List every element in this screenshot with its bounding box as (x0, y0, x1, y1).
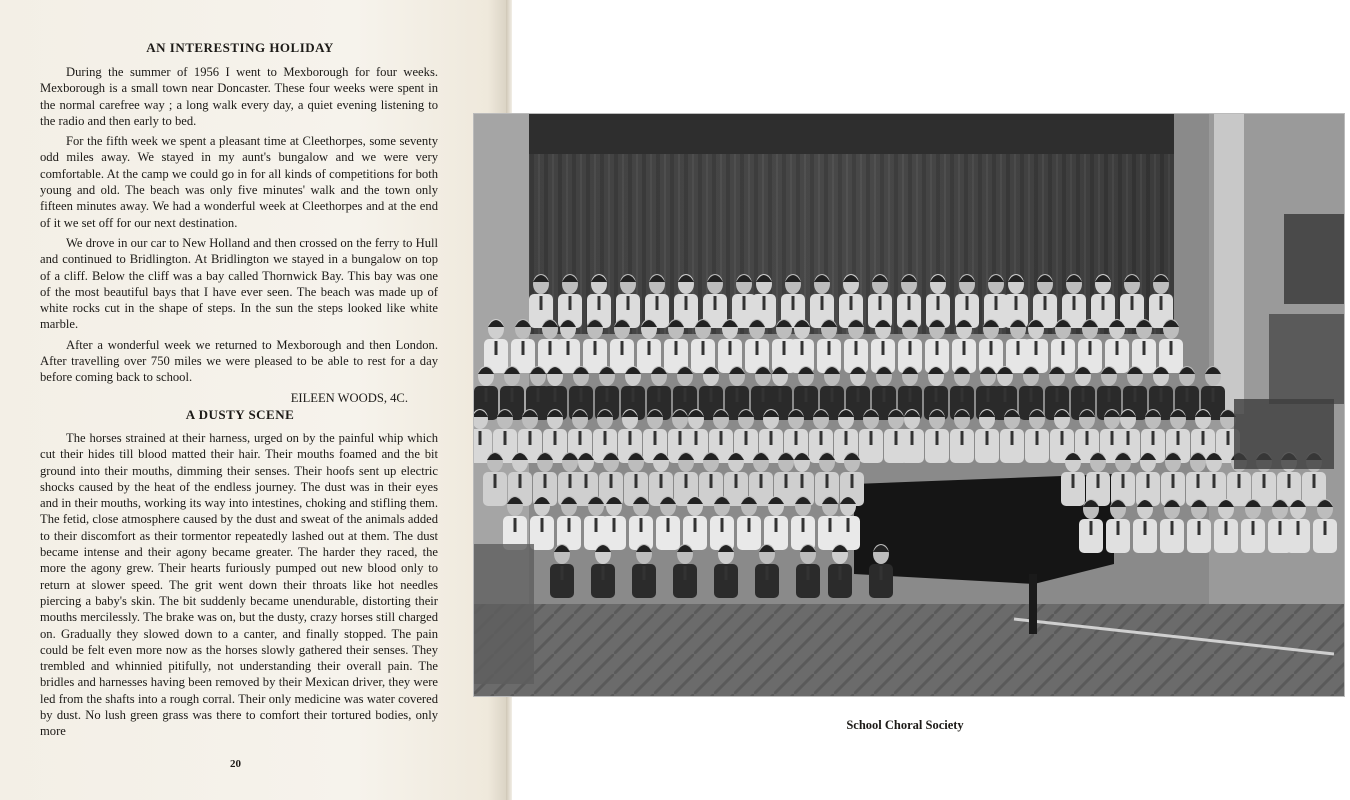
choir-member-tie (792, 296, 795, 310)
choir-member-tie (766, 566, 769, 580)
choir-member-tie (1086, 431, 1089, 445)
choir-member-tie (987, 388, 990, 402)
choir-member-tie (743, 296, 746, 310)
choir-member-tie (725, 566, 728, 580)
holiday-paragraph: For the fifth week we spent a pleasant time at Cleethorpes, some seventy odd miles away. We stayed in my aunt's bungalow and we were very comfortable. At the camp we could go in for all kinds of competitions for both young and old. The beach was only five minutes' walk and the town only fifteen minutes away. We had a wonderful week at Cleethorpes and at the end of it we set off for our next destination. (40, 134, 438, 230)
choir-member-tie (1062, 341, 1065, 355)
choir-member-tie (1297, 521, 1300, 535)
holiday-paragraph: After a wonderful week we returned to Mexborough and then London. After travelling over 750 miles we were pleased to be able to rest for a day before coming back to school. (40, 337, 438, 385)
choir-member-tie (1213, 474, 1216, 488)
choir-member-tie (937, 296, 940, 310)
choir-member-tie (760, 474, 763, 488)
choir-member-tie (821, 296, 824, 310)
choir-member-tie (554, 431, 557, 445)
choir-member-tie (643, 566, 646, 580)
choir-member-tie (1072, 474, 1075, 488)
choir-member-tie (1134, 388, 1137, 402)
choir-member-tie (1017, 341, 1020, 355)
choir-member-tie (1324, 521, 1327, 535)
choir-member-tie (1252, 521, 1255, 535)
choir-member-tie (851, 474, 854, 488)
choir-member-tie (756, 341, 759, 355)
choir-member-tie (1116, 341, 1119, 355)
choir-member-tie (1131, 296, 1134, 310)
choir-member-tie (847, 518, 850, 532)
choir-member-tie (779, 388, 782, 402)
choir-member-tie (684, 388, 687, 402)
choir-member-tie (879, 296, 882, 310)
choir-member-tie (656, 296, 659, 310)
choir-member-tie (479, 431, 482, 445)
choir-member-tie (995, 296, 998, 310)
choir-member-tie (602, 566, 605, 580)
choir-member-tie (1160, 388, 1163, 402)
choir-member-tie (1089, 341, 1092, 355)
choir-member-tie (963, 341, 966, 355)
choir-member-tie (770, 431, 773, 445)
choir-member-tie (1143, 341, 1146, 355)
choir-member-tie (880, 566, 883, 580)
choir-member-tie (627, 296, 630, 310)
choir-member-tie (1117, 521, 1120, 535)
choir-member-tie (1170, 341, 1173, 355)
choir-member-tie (522, 341, 525, 355)
photo-caption: School Choral Society (846, 718, 964, 732)
choir-member-tie (882, 341, 885, 355)
choir-member-tie (1056, 388, 1059, 402)
choir-member-tie (1202, 431, 1205, 445)
choir-member-tie (1225, 521, 1228, 535)
choir-member-tie (802, 518, 805, 532)
choir-member-tie (485, 388, 488, 402)
choir-member-tie (519, 474, 522, 488)
choir-member-tie (735, 474, 738, 488)
choir-member-tie (1197, 474, 1200, 488)
choir-member-tie (1127, 431, 1130, 445)
choir-member-tie (936, 431, 939, 445)
choir-member-tie (909, 388, 912, 402)
holiday-author: EILEEN WOODS, 4C. (290, 390, 408, 405)
choir-member-tie (544, 474, 547, 488)
choir-member-tie (720, 431, 723, 445)
choir-member-tie (845, 431, 848, 445)
choir-member-tie (684, 566, 687, 580)
choir-member-tie (785, 474, 788, 488)
choir-member-tie (621, 341, 624, 355)
choir-member-tie (654, 431, 657, 445)
choir-member-tie (1035, 341, 1038, 355)
holiday-article (40, 64, 438, 410)
choir-member-tie (667, 518, 670, 532)
holiday-paragraph: We drove in our car to New Holland and then crossed on the ferry to Hull and continued to Bridlington. At Bridlington we stayed in a bungalow on top of a cliff. Below the cliff was a bay called Thornwick Bay. This bay was one of the most beautiful bays that I have ever seen. The beach was made up of white rocks cut in the shape of steps. In the sun the steps looked like white marble. (40, 235, 438, 332)
choir-member-tie (549, 341, 552, 355)
choir-member-tie (1082, 388, 1085, 402)
page-number: 20 (230, 758, 241, 770)
choir-member-tie (529, 431, 532, 445)
choir-member-tie (569, 474, 572, 488)
choir-member-tie (855, 341, 858, 355)
choir-member-tie (1097, 474, 1100, 488)
choir-member-tie (606, 388, 609, 402)
choir-member-tie (660, 474, 663, 488)
choir-member-tie (1186, 388, 1189, 402)
dusty-paragraph: The horses strained at their harness, urged on by the painful whip which cut their hides till blood matted their hair. Their mouths foamed and the bit ground into their mouths, dimming their senses. Their hoofs sent up electric shocks caused by the heat of the endless journey. The dust was in their eyes and in their mouths, working its way into intestines, choking and stifling them. The fetid, close atmosphere caused by the dust and sweat of the animals added to their discomfort as their tormentor repeatedly lashed out at them. The dust became intense and their agony became greater. The harder they raced, the more the agony grew. Their hearts furiously pumped out new blood only to return at slower speed. The grit went down their throats like hot needles piercing a baby's skin. The bit suddenly became unendurable, distorting their mouths mercilessly. The brake was on, but the dusty, crazy horses still charged on. Gradually they slowed down to a canter, and finally stopped. The pain could be felt even more now as the horses slowly gathered their senses. They trembled and whinnied pitifully, not understanding their overall pain. The bridles and harnesses having been removed by their Mexican driver, they were led from the shafts into a rough corral. Their only medicine was water covered by dust. No lush green grass was there to comfort their tortured bodies, only more (40, 431, 438, 739)
choir-member-tie (807, 566, 810, 580)
choir-member-tie (783, 341, 786, 355)
choir-member-tie (537, 388, 540, 402)
choir-member-tie (685, 474, 688, 488)
choir-member-tie (504, 431, 507, 445)
choir-member-tie (495, 341, 498, 355)
choir-member-tie (801, 341, 804, 355)
choir-member-tie (762, 388, 765, 402)
choir-member-tie (568, 518, 571, 532)
choir-member-tie (1212, 388, 1215, 402)
choir-member-tie (1227, 431, 1230, 445)
holiday-paragraph: During the summer of 1956 I went to Mexborough for four weeks. Mexborough is a small town near Doncaster. These four weeks were spent in the normal carefree way ; a long walk every day, a quiet evening listening to the radio and then early to bed. (40, 65, 438, 128)
choir-member-tie (1147, 474, 1150, 488)
choral-society-photo (474, 114, 1344, 696)
choir-member-tie (839, 566, 842, 580)
choir-member-tie (1073, 296, 1076, 310)
choir-member-tie (795, 431, 798, 445)
choir-member-tie (710, 388, 713, 402)
choir-member-tie (595, 518, 598, 532)
choir-member-tie (1198, 521, 1201, 535)
choir-member-tie (695, 431, 698, 445)
choir-member-tie (850, 296, 853, 310)
choir-member-tie (1263, 474, 1266, 488)
choir-member-tie (494, 474, 497, 488)
choir-member-tie (895, 431, 898, 445)
choir-member-tie (1044, 296, 1047, 310)
choir-member-tie (1111, 431, 1114, 445)
choir-member-tie (1171, 521, 1174, 535)
choir-member-tie (1288, 474, 1291, 488)
choir-member-tie (736, 388, 739, 402)
choir-member-tie (775, 518, 778, 532)
choir-member-tie (1108, 388, 1111, 402)
choir-member-tie (640, 518, 643, 532)
choir-member-tie (1102, 296, 1105, 310)
choir-member-tie (1177, 431, 1180, 445)
choir-member-tie (675, 341, 678, 355)
choir-member-tie (1152, 431, 1155, 445)
choir-member-tie (580, 388, 583, 402)
choir-member-tie (685, 296, 688, 310)
choir-member-tie (1122, 474, 1125, 488)
choir-member-tie (870, 431, 873, 445)
choir-member-tie (1036, 431, 1039, 445)
choir-member-tie (966, 296, 969, 310)
choir-member-tie (567, 341, 570, 355)
choir-member-tie (1279, 521, 1282, 535)
choir-member-tie (1015, 296, 1018, 310)
choir-member-tie (610, 474, 613, 488)
choir-member-tie (629, 431, 632, 445)
dusty-article (40, 430, 438, 744)
choir-member-tie (1030, 388, 1033, 402)
choir-member-tie (1011, 431, 1014, 445)
holiday-title: AN INTERESTING HOLIDAY (146, 40, 334, 55)
choir-member-tie (1172, 474, 1175, 488)
choir-member-tie (658, 388, 661, 402)
choir-member-tie (514, 518, 517, 532)
choir-member-tie (1144, 521, 1147, 535)
choir-member-tie (820, 431, 823, 445)
choir-member-tie (710, 474, 713, 488)
choir-member-tie (935, 388, 938, 402)
choir-member-tie (748, 518, 751, 532)
choir-member-tie (826, 474, 829, 488)
choir-member-tie (585, 474, 588, 488)
choir-member-tie (883, 388, 886, 402)
choir-member-tie (540, 296, 543, 310)
photo-image (474, 114, 1344, 696)
choir-member-tie (714, 296, 717, 310)
choir-member-tie (694, 518, 697, 532)
choir-member-tie (831, 388, 834, 402)
choir-member-tie (1061, 431, 1064, 445)
choir-member-tie (598, 296, 601, 310)
choir-member-tie (679, 431, 682, 445)
choir-member-tie (635, 474, 638, 488)
choir-member-tie (632, 388, 635, 402)
choir-member-tie (801, 474, 804, 488)
choir-member-tie (1238, 474, 1241, 488)
choir-member-tie (1004, 388, 1007, 402)
choir-member-tie (594, 341, 597, 355)
choir-member-tie (805, 388, 808, 402)
choir-member-tie (554, 388, 557, 402)
choir-member-tie (936, 341, 939, 355)
choir-member-tie (1313, 474, 1316, 488)
choir-member-tie (990, 341, 993, 355)
choir-member-tie (1090, 521, 1093, 535)
choir-member-tie (561, 566, 564, 580)
choir-member-tie (908, 296, 911, 310)
choir-member-tie (511, 388, 514, 402)
choir-member-tie (745, 431, 748, 445)
choir-member-tie (986, 431, 989, 445)
choir-member-tie (604, 431, 607, 445)
choir-member-tie (961, 431, 964, 445)
choir-member-tie (721, 518, 724, 532)
choir-member-tie (829, 518, 832, 532)
choir-member-tie (648, 341, 651, 355)
choir-member-tie (911, 431, 914, 445)
choir-member-tie (961, 388, 964, 402)
choir-member-tie (857, 388, 860, 402)
choir-member-tie (702, 341, 705, 355)
choir-member-tie (909, 341, 912, 355)
choir-member-tie (569, 296, 572, 310)
choir-member-tie (579, 431, 582, 445)
choir-member-tie (1160, 296, 1163, 310)
choir-member-tie (828, 341, 831, 355)
choir-member-tie (613, 518, 616, 532)
dusty-title: A DUSTY SCENE (185, 407, 295, 422)
choir-member-tie (763, 296, 766, 310)
choir-member-tie (541, 518, 544, 532)
choir-member-tie (729, 341, 732, 355)
